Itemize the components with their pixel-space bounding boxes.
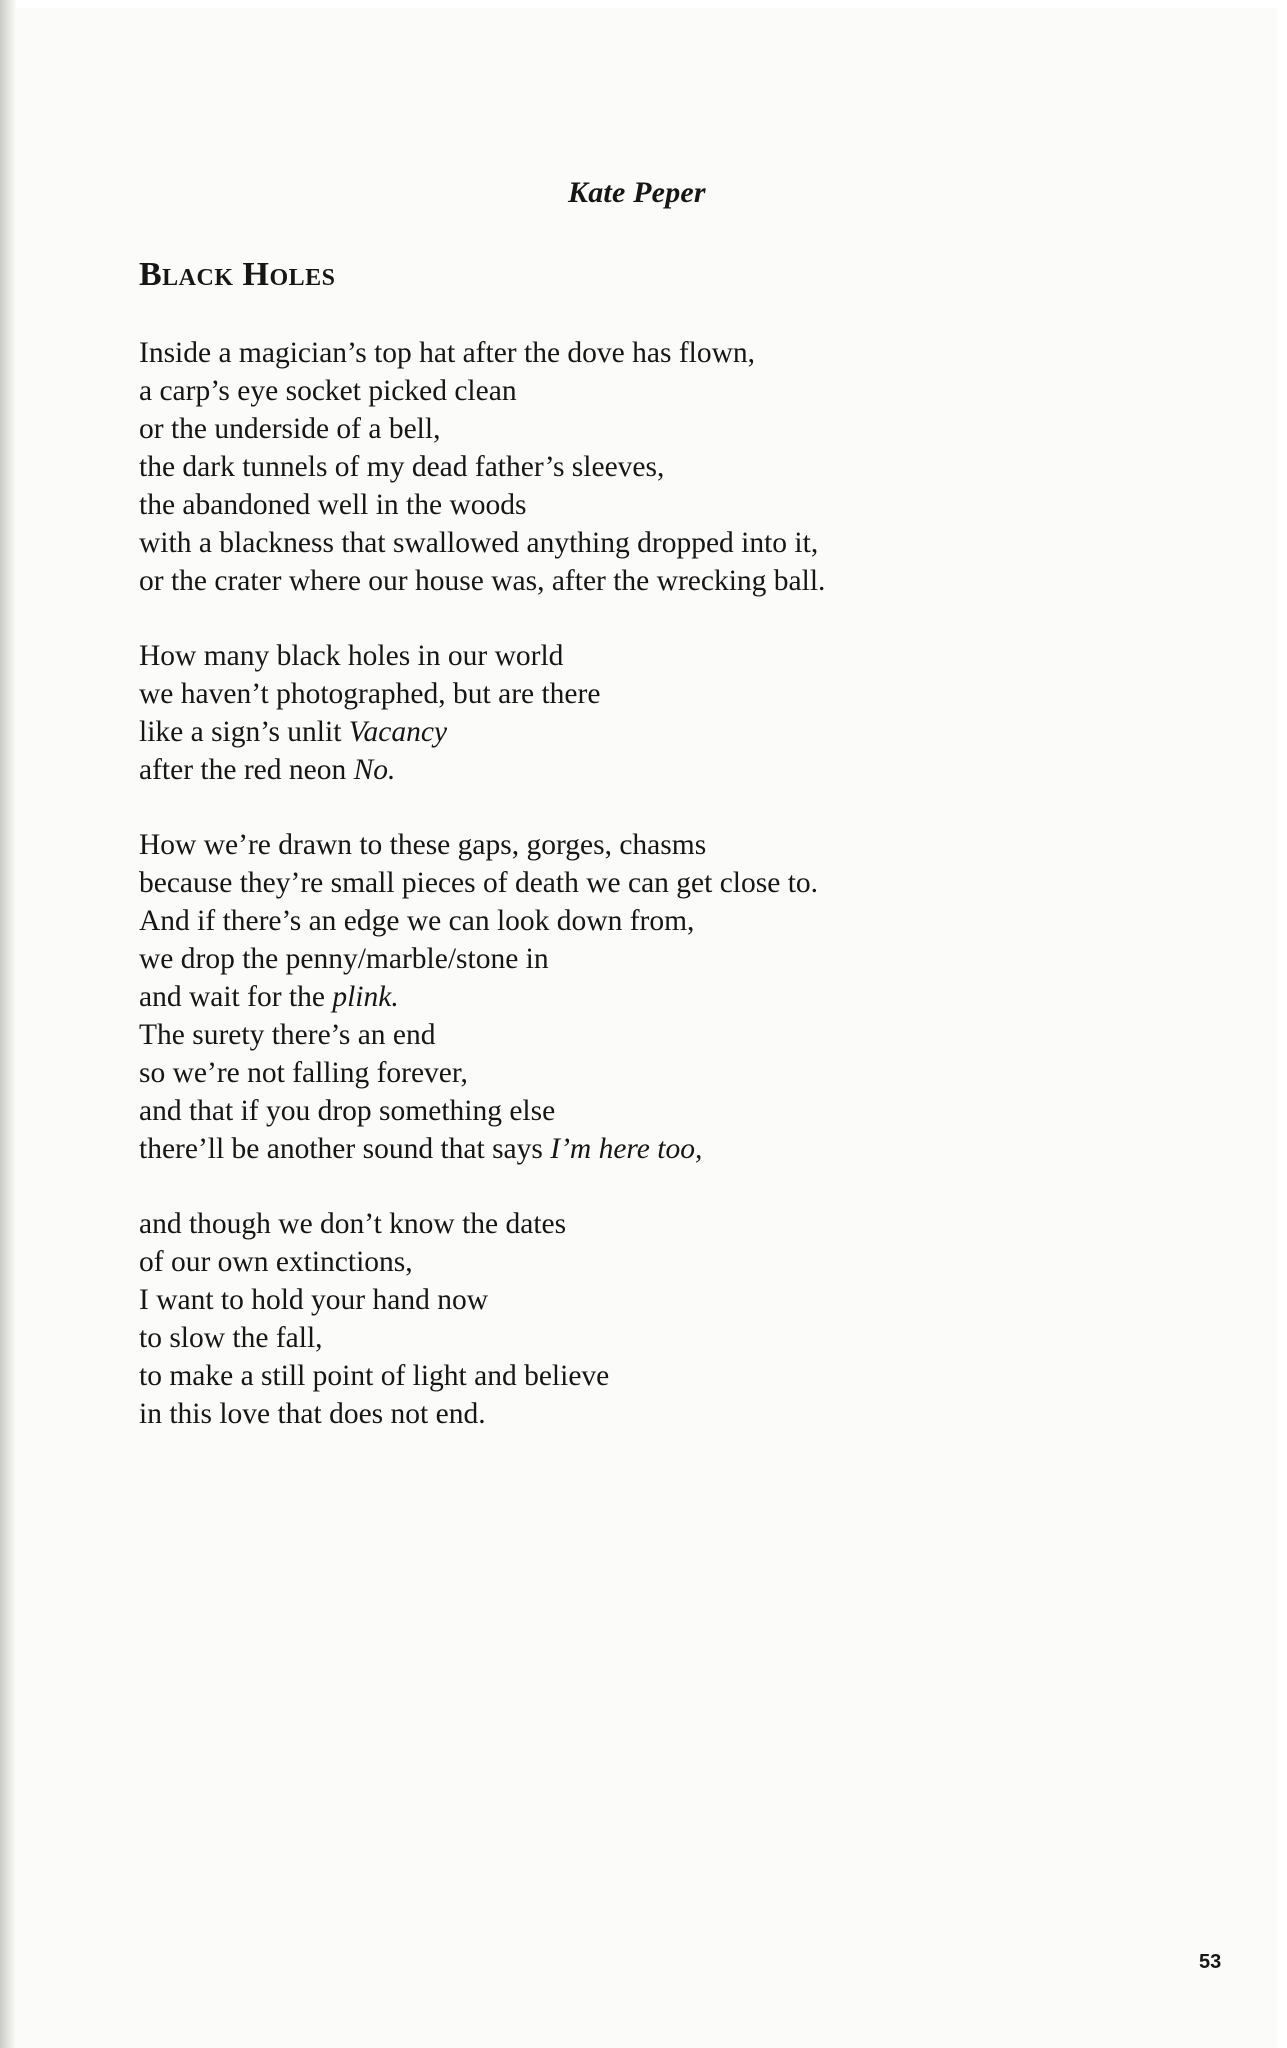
stanza xyxy=(139,826,1139,1168)
poem-line xyxy=(139,1130,1139,1168)
poem-line xyxy=(139,1016,1139,1054)
line-text: And if there’s an edge we can look down from, xyxy=(139,905,695,937)
poem-line xyxy=(139,637,1139,675)
line-text: after the red neon xyxy=(139,754,354,786)
italic-text: plink. xyxy=(332,981,399,1013)
line-text: and though we don’t know the dates xyxy=(139,1208,567,1240)
line-text: How we’re drawn to these gaps, gorges, chasms xyxy=(139,829,707,861)
poem-line xyxy=(139,1243,1139,1281)
poem-author: Kate Peper xyxy=(568,176,706,209)
line-text: and that if you drop something else xyxy=(139,1095,556,1127)
line-text: a carp’s eye socket picked clean xyxy=(139,375,517,407)
poem-line xyxy=(139,864,1139,902)
line-text: and wait for the xyxy=(139,981,333,1013)
binding-shadow xyxy=(0,0,16,2048)
stanza xyxy=(139,334,1139,600)
page-right-edge xyxy=(1277,0,1287,2048)
poem-line xyxy=(139,410,1139,448)
poem-line xyxy=(139,826,1139,864)
poem-line xyxy=(139,1054,1139,1092)
italic-text: I’m here too, xyxy=(550,1133,703,1165)
poem-line xyxy=(139,1092,1139,1130)
line-text: because they’re small pieces of death we can get close to. xyxy=(139,867,819,899)
italic-text: No. xyxy=(353,754,396,786)
poem-title: Black Holes xyxy=(139,256,336,293)
poem-body xyxy=(139,334,1139,1470)
poem-line xyxy=(139,1205,1139,1243)
italic-text: Vacancy xyxy=(348,716,448,748)
poem-line xyxy=(139,751,1139,789)
page-top-edge xyxy=(0,0,1287,8)
poem-line xyxy=(139,940,1139,978)
line-text: of our own extinctions, xyxy=(139,1246,413,1278)
line-text: we drop the penny/marble/stone in xyxy=(139,943,549,975)
stanza xyxy=(139,1205,1139,1433)
poem-line xyxy=(139,675,1139,713)
poem-line xyxy=(139,562,1139,600)
line-text: The surety there’s an end xyxy=(139,1019,436,1051)
poem-line xyxy=(139,486,1139,524)
line-text: the dark tunnels of my dead father’s sleeves, xyxy=(139,451,665,483)
poem-line xyxy=(139,978,1139,1016)
line-text: How many black holes in our world xyxy=(139,640,564,672)
line-text: Inside a magician’s top hat after the dove has flown, xyxy=(139,337,756,369)
poem-line xyxy=(139,902,1139,940)
poem-line xyxy=(139,1357,1139,1395)
line-text: so we’re not falling forever, xyxy=(139,1057,468,1089)
stanza xyxy=(139,637,1139,789)
line-text: in this love that does not end. xyxy=(139,1398,486,1430)
line-text: with a blackness that swallowed anything dropped into it, xyxy=(139,527,819,559)
line-text: the abandoned well in the woods xyxy=(139,489,527,521)
line-text: like a sign’s unlit xyxy=(139,716,349,748)
line-text: to make a still point of light and believe xyxy=(139,1360,610,1392)
poem-line xyxy=(139,334,1139,372)
line-text: to slow the fall, xyxy=(139,1322,323,1354)
poem-line xyxy=(139,1281,1139,1319)
line-text: or the underside of a bell, xyxy=(139,413,441,445)
line-text: there’ll be another sound that says xyxy=(139,1133,551,1165)
line-text: I want to hold your hand now xyxy=(139,1284,489,1316)
poem-line xyxy=(139,448,1139,486)
poem-line xyxy=(139,1395,1139,1433)
poem-line xyxy=(139,524,1139,562)
poem-line xyxy=(139,1319,1139,1357)
page-number: 53 xyxy=(1199,1951,1222,1973)
line-text: we haven’t photographed, but are there xyxy=(139,678,601,710)
poem-line xyxy=(139,372,1139,410)
line-text: or the crater where our house was, after the wrecking ball. xyxy=(139,565,826,597)
poem-line xyxy=(139,713,1139,751)
